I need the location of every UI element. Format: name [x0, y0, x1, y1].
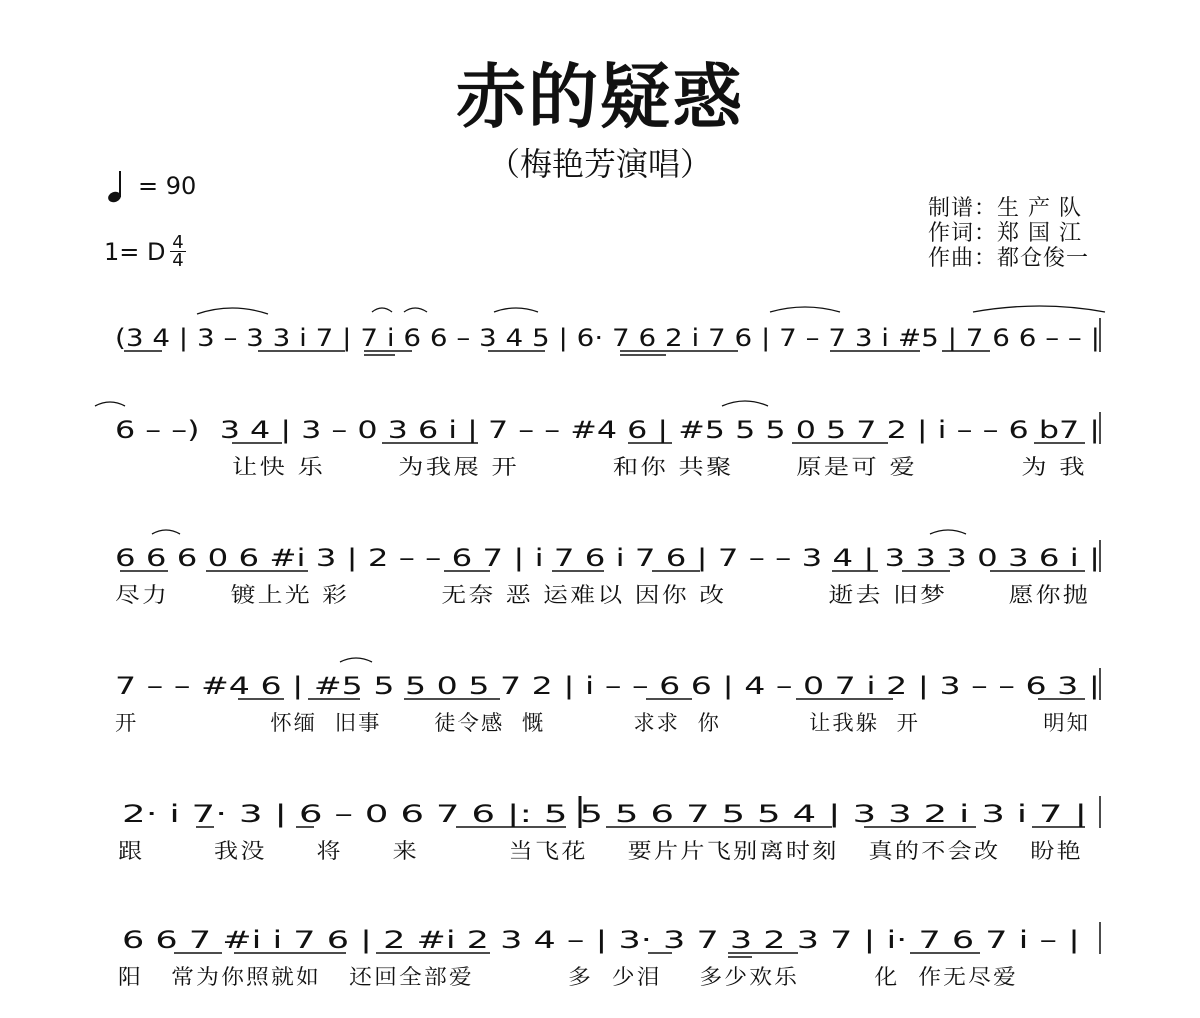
credits — [928, 196, 1089, 271]
score-row-3 — [0, 524, 1200, 614]
tempo-marking — [108, 172, 196, 202]
score-row-6 — [0, 906, 1200, 996]
score-row-4 — [0, 652, 1200, 742]
notation-line-4: 7 – – #4 6 | #5 5 5 0 5 7 2 | i – – 6 6 | 4 – 0 7 i 2 | 3 – – 6 3 | — [115, 672, 1100, 700]
notation-line-3: 6 6 6 0 6 #i 3 | 2 – – 6 7 | i 7 6 i 7 6 | 7 – – 3 4 | 3 3 3 0 3 6 i | — [115, 544, 1100, 572]
credit-lyricist: 作词：郑 国 江 — [928, 221, 1082, 246]
lyrics-line-2: 让快 乐 为我展 开 和你 共聚 原是可 爱 为 我 — [232, 455, 1087, 479]
tempo-value: = 90 — [138, 172, 197, 200]
score-row-2 — [0, 396, 1200, 486]
credit-composer: 作曲：都仓俊一 — [928, 246, 1090, 271]
song-subtitle: （梅艳芳演唱） — [487, 145, 712, 183]
notation-line-2: 6 – –) 3 4 | 3 – 0 3 6 i | 7 – – #4 6 | #5 5 5 0 5 7 2 | i – – 6 b7 | — [115, 416, 1100, 444]
lyrics-line-6: 阳 常为你照就如 还回全部爱 多 少泪 多少欢乐 化 作无尽爱 — [118, 965, 1018, 989]
quarter-note-icon — [108, 172, 122, 202]
notation-line-6: 6 6 7 #i i 7 6 | 2 #i 2 3 4 – | 3· 3 7 3 2 3 7 | i· 7 6 7 i – | — [122, 926, 1080, 954]
credit-transcriber: 制谱：生 产 队 — [928, 196, 1082, 221]
score-row-1 — [0, 300, 1200, 390]
key-signature: 1= D — [104, 238, 166, 266]
notation-line-5: 2· i 7· 3 | 6 – 0 6 7 6 |: 5 5 5 6 7 5 5 4 | 3 3 2 i 3 i 7 | — [122, 800, 1087, 828]
lyrics-line-4: 开 怀缅 旧事 徒令感 慨 求求 你 让我躲 开 明知 — [115, 711, 1090, 735]
notation-line-1: (3 4 | 3 – 3 3 i 7 | 7 i 6 6 – 3 4 5 | 6· 7 6 2 i 7 6 | 7 – 7 3 i #5 | 7 6 6 – – | — [115, 324, 1100, 352]
song-title: 赤的疑惑 — [456, 56, 744, 138]
time-signature-top: 4 — [172, 232, 184, 253]
lyrics-line-5: 跟 我没 将 来 当飞花 要片片飞别离时刻 真的不会改 盼艳 — [118, 839, 1083, 863]
time-signature — [170, 234, 186, 269]
lyrics-line-3: 尽力 镀上光 彩 无奈 恶 运难以 因你 改 逝去 旧梦 愿你抛 — [115, 583, 1090, 607]
time-signature-bottom: 4 — [172, 250, 184, 271]
score-row-5 — [0, 780, 1200, 870]
